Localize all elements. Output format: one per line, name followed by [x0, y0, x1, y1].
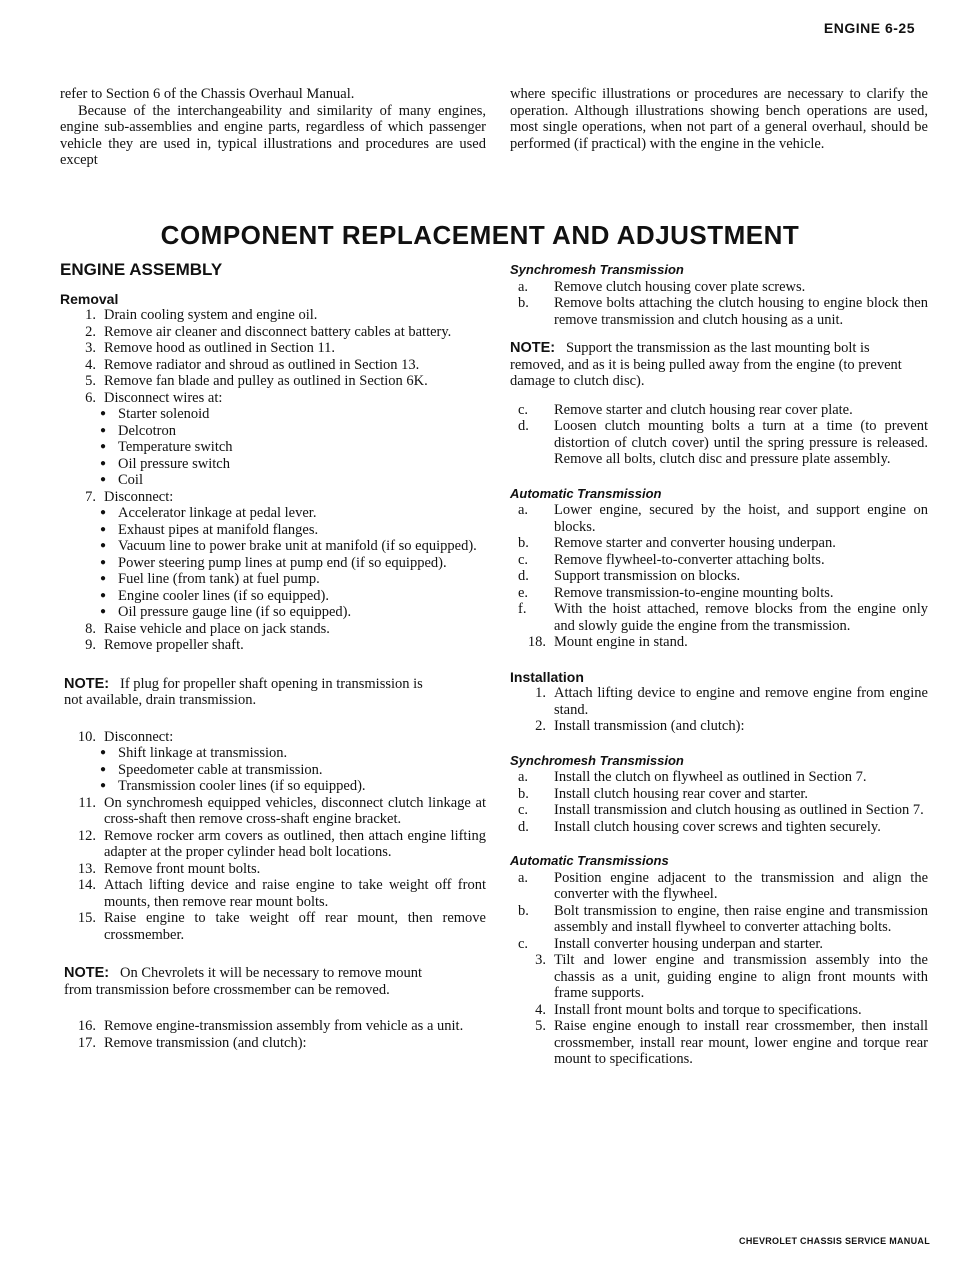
item-text: Remove engine-transmission assembly from vehicle as a unit. [104, 1018, 464, 1034]
note-chevrolets [64, 965, 434, 998]
intro-paragraph: refer to Section 6 of the Chassis Overhaul Manual. [60, 86, 355, 102]
bullet-text: Oil pressure gauge line (if so equipped). [118, 604, 352, 620]
list-item [510, 634, 928, 651]
item-text: Remove hood as outlined in Section 11. [104, 340, 336, 356]
item-number: 9. [85, 637, 96, 653]
bullet-icon: ● [100, 424, 107, 436]
item-text: Attach lifting device and raise engine to take weight off front mounts, then remove rear mount bolts. [104, 877, 486, 910]
item-number: d. [518, 568, 529, 584]
item-number: a. [518, 278, 529, 295]
bullet-icon: ● [100, 474, 107, 485]
list-item [510, 936, 928, 953]
item-text: Remove starter and clutch housing rear cover plate. [554, 401, 853, 418]
list-item [60, 637, 486, 654]
bullet-icon: ● [100, 589, 107, 601]
item-number: 16. [77, 1018, 96, 1034]
item-number: b. [518, 785, 529, 802]
list-item [60, 357, 486, 374]
item-number: 6. [85, 389, 96, 406]
bullet-icon: ● [100, 540, 107, 551]
section-title: ENGINE ASSEMBLY [60, 260, 223, 279]
list-item [510, 802, 928, 819]
bullet-item [60, 745, 486, 762]
footer-text: CHEVROLET CHASSIS SERVICE MANUAL [739, 1236, 930, 1246]
list-item [510, 769, 928, 786]
note-text: On Chevrolets it will be necessary to remove mount from transmission before crossmember can be removed. [64, 965, 422, 998]
item-text: Remove clutch housing cover plate screws. [554, 278, 806, 295]
list-item [510, 568, 928, 585]
item-text: Disconnect wires at: [104, 389, 223, 406]
list-item [60, 861, 486, 878]
bullet-icon: ● [100, 523, 107, 535]
item-text: On synchromesh equipped vehicles, disconnect clutch linkage at cross-shaft then remove cross-shaft engine bracket. [104, 794, 486, 827]
steps-11-15 [60, 795, 486, 944]
item-number: 4. [85, 356, 96, 373]
list-item [510, 502, 928, 535]
item-number: 3. [535, 952, 546, 968]
item-number: a. [518, 869, 529, 886]
item-number: 5. [85, 373, 96, 389]
bullet-item [60, 406, 486, 423]
item-number: b. [518, 295, 529, 311]
list-item [510, 418, 928, 468]
list-item [510, 685, 928, 718]
bullet-icon: ● [100, 408, 107, 419]
item-text: Loosen clutch mounting bolts a turn at a time (to prevent distortion of clutch cover) until the spring pressure is released. Remove all bolts, clutch disc and pressure plate assembly. [554, 418, 928, 467]
main-title: COMPONENT REPLACEMENT AND ADJUSTMENT [160, 220, 800, 250]
list-item [60, 910, 486, 943]
note-support [510, 340, 910, 390]
item-number: 15. [77, 910, 96, 926]
bullet-item [60, 778, 486, 795]
note-label: NOTE: [64, 965, 110, 981]
left-column [60, 262, 486, 1051]
bullet-item [60, 538, 486, 555]
note-drain [64, 676, 444, 709]
step10-bullets [60, 745, 486, 795]
item-number: 10. [77, 728, 96, 745]
list-item [510, 870, 928, 903]
item-text: Mount engine in stand. [554, 634, 688, 650]
item-text: Install front mount bolts and torque to specifications. [554, 1001, 862, 1018]
install-automatic-title: Automatic Transmissions [510, 853, 669, 868]
bullet-item [60, 505, 486, 522]
list-item [510, 903, 928, 936]
automatic-steps [510, 502, 928, 634]
bullet-icon: ● [100, 747, 107, 758]
item-number: 1. [85, 307, 96, 323]
list-item [510, 585, 928, 602]
item-text: Remove air cleaner and disconnect battery cables at battery. [104, 323, 452, 340]
item-text: Remove flywheel-to-converter attaching bolts. [554, 551, 825, 568]
right-column [510, 262, 928, 1068]
list-item [60, 373, 486, 390]
bullet-text: Temperature switch [118, 439, 233, 455]
install-synchromesh-title: Synchromesh Transmission [510, 752, 684, 768]
removal-title: Removal [60, 290, 119, 307]
item-number: d. [518, 418, 529, 434]
item-text: Remove bolts attaching the clutch housing to engine block then remove transmission and clutch housing as a unit. [554, 295, 928, 328]
item-text: Raise engine to take weight off rear mount, then remove crossmember. [104, 910, 486, 943]
item-text: Disconnect: [104, 728, 174, 745]
item-number: 12. [77, 827, 96, 844]
intro-paragraph: Because of the interchangeability and similarity of many engines, engine sub-assemblies and engine parts, regardless of which passenger vehicle they are used in, typical illustrations and procedures are used except [60, 102, 486, 168]
bullet-icon: ● [100, 441, 107, 452]
install-automatic-steps [510, 870, 928, 953]
bullet-text: Starter solenoid [118, 406, 210, 422]
list-item [510, 552, 928, 569]
list-item [60, 828, 486, 861]
item-number: b. [518, 902, 529, 919]
bullet-icon: ● [100, 780, 107, 791]
item-number: 8. [85, 620, 96, 637]
item-number: 13. [77, 860, 96, 877]
item-number: d. [518, 818, 529, 835]
item-text: Install converter housing underpan and starter. [554, 935, 823, 952]
bullet-item [60, 423, 486, 440]
item-text: Attach lifting device to engine and remove engine from engine stand. [554, 685, 928, 718]
bullet-item [60, 588, 486, 605]
item-text: Raise vehicle and place on jack stands. [104, 620, 330, 637]
item-number: 3. [85, 340, 96, 356]
item-text: Remove rocker arm covers as outlined, then attach engine lifting adapter at the proper cylinder head bolt locations. [104, 827, 486, 860]
list-item [60, 340, 486, 357]
bullet-text: Engine cooler lines (if so equipped). [118, 587, 329, 604]
bullet-text: Power steering pump lines at pump end (if so equipped). [118, 554, 447, 571]
bullet-text: Delcotron [118, 422, 176, 439]
bullet-icon: ● [100, 507, 107, 518]
item-text: Support transmission on blocks. [554, 568, 741, 584]
item-number: 4. [535, 1001, 546, 1018]
item-text: Install transmission and clutch housing as outlined in Section 7. [554, 802, 924, 818]
item-text: Remove starter and converter housing underpan. [554, 535, 836, 551]
list-item [510, 601, 928, 634]
list-item [60, 324, 486, 341]
note-text: Support the transmission as the last mounting bolt is removed, and as it is being pulled away from the engine (to prevent damage to clutch disc). [510, 340, 902, 389]
item-number: e. [518, 584, 529, 601]
item-text: Remove transmission (and clutch): [104, 1034, 307, 1051]
bullet-item [60, 555, 486, 572]
item-text: Remove transmission-to-engine mounting bolts. [554, 584, 834, 601]
bullet-item [60, 439, 486, 456]
item-text: Position engine adjacent to the transmission and align the converter with the flywheel. [554, 869, 928, 902]
steps-16-17 [60, 1018, 486, 1051]
list-item [60, 621, 486, 638]
item-number: c. [518, 802, 529, 818]
item-number: c. [518, 401, 529, 418]
bullet-text: Coil [118, 472, 143, 488]
item-text: Bolt transmission to engine, then raise engine and transmission assembly and install flywheel to converter attaching bolts. [554, 902, 928, 935]
step7-bullets [60, 505, 486, 621]
item-text: Remove front mount bolts. [104, 860, 261, 877]
intro-paragraph: where specific illustrations or procedures are necessary to clarify the operation. Although illustrations showing bench operations are used, most single operations, when not part of a general overhaul, should be performed (if practical) with the engine in the vehicle. [510, 86, 928, 152]
item-text: Install clutch housing cover screws and tighten securely. [554, 818, 881, 835]
item-text: Install transmission (and clutch): [554, 718, 745, 734]
list-item [510, 952, 928, 1002]
bullet-text: Transmission cooler lines (if so equipped). [118, 778, 366, 794]
item-text: Drain cooling system and engine oil. [104, 307, 318, 323]
list-item [60, 1018, 486, 1035]
bullet-icon: ● [100, 763, 107, 775]
list-item [510, 786, 928, 803]
item-text: Tilt and lower engine and transmission assembly into the chassis as a unit, guiding engine to align front mounts with frame supports. [554, 952, 928, 1001]
bullet-item [60, 522, 486, 539]
install-steps-3-5 [510, 952, 928, 1068]
list-item [510, 295, 928, 328]
synchromesh-steps-c-d [510, 402, 928, 468]
bullet-icon: ● [100, 556, 107, 568]
step6-bullets [60, 406, 486, 489]
list-item [510, 279, 928, 296]
synchromesh-steps-a-b [510, 279, 928, 329]
item-number: 5. [535, 1018, 546, 1034]
item-number: a. [518, 502, 529, 518]
step10 [60, 729, 486, 746]
list-item [60, 877, 486, 910]
item-number: b. [518, 535, 529, 551]
item-number: 18. [527, 634, 546, 650]
item-text: Remove fan blade and pulley as outlined in Section 6K. [104, 373, 428, 389]
install-steps-1-2 [510, 685, 928, 735]
steps-8-9 [60, 621, 486, 654]
install-synchromesh-steps [510, 769, 928, 835]
item-text: Remove radiator and shroud as outlined in Section 13. [104, 356, 420, 373]
bullet-item [60, 472, 486, 489]
removal-steps [60, 307, 486, 406]
item-text: With the hoist attached, remove blocks from the engine only and slowly guide the engine from the transmission. [554, 601, 928, 634]
item-number: 2. [535, 718, 546, 734]
item-text: Disconnect: [104, 488, 174, 505]
page-header: ENGINE 6-25 [823, 20, 915, 36]
list-item [60, 390, 486, 407]
bullet-icon: ● [100, 606, 107, 617]
bullet-text: Shift linkage at transmission. [118, 745, 288, 761]
note-text: If plug for propeller shaft opening in transmission is not available, drain transmission. [64, 675, 423, 708]
bullet-text: Exhaust pipes at manifold flanges. [118, 521, 319, 538]
list-item [60, 489, 486, 506]
item-number: 1. [535, 685, 546, 701]
item-number: a. [518, 769, 529, 785]
automatic-title: Automatic Transmission [510, 485, 662, 501]
list-item [510, 819, 928, 836]
bullet-item [60, 604, 486, 621]
bullet-icon: ● [100, 573, 107, 584]
item-number: 7. [85, 488, 96, 505]
item-number: 11. [78, 794, 96, 811]
list-item [510, 535, 928, 552]
item-text: Lower engine, secured by the hoist, and support engine on blocks. [554, 502, 928, 535]
bullet-text: Vacuum line to power brake unit at manifold (if so equipped). [118, 538, 477, 554]
installation-title: Installation [510, 668, 584, 685]
list-item [60, 1035, 486, 1052]
list-item [60, 307, 486, 324]
item-number: f. [518, 601, 527, 617]
list-item [510, 402, 928, 419]
item-number: 14. [77, 877, 96, 893]
item-number: c. [518, 551, 529, 568]
bullet-item [60, 571, 486, 588]
bullet-text: Speedometer cable at transmission. [118, 761, 323, 778]
step7 [60, 489, 486, 506]
note-label: NOTE: [510, 340, 556, 356]
list-item [60, 729, 486, 746]
list-item [510, 718, 928, 735]
item-text: Install the clutch on flywheel as outlined in Section 7. [554, 769, 867, 785]
item-number: 17. [77, 1034, 96, 1051]
note-label: NOTE: [64, 675, 110, 692]
list-item [60, 795, 486, 828]
intro-left [60, 86, 486, 169]
bullet-text: Oil pressure switch [118, 455, 230, 472]
list-item [510, 1018, 928, 1068]
item-text: Raise engine enough to install rear crossmember, then install crossmember, install rear mount, lower engine and torque rear mount to specifications. [554, 1018, 928, 1067]
intro-right [510, 86, 928, 152]
item-number: 2. [85, 323, 96, 340]
bullet-icon: ● [100, 457, 107, 469]
step18 [510, 634, 928, 651]
bullet-text: Fuel line (from tank) at fuel pump. [118, 571, 320, 587]
item-text: Remove propeller shaft. [104, 637, 244, 653]
bullet-item [60, 456, 486, 473]
list-item [510, 1002, 928, 1019]
synchromesh-title: Synchromesh Transmission [510, 262, 684, 277]
bullet-text: Accelerator linkage at pedal lever. [118, 505, 317, 521]
bullet-item [60, 762, 486, 779]
item-number: c. [518, 935, 529, 952]
item-text: Install clutch housing rear cover and starter. [554, 785, 809, 802]
